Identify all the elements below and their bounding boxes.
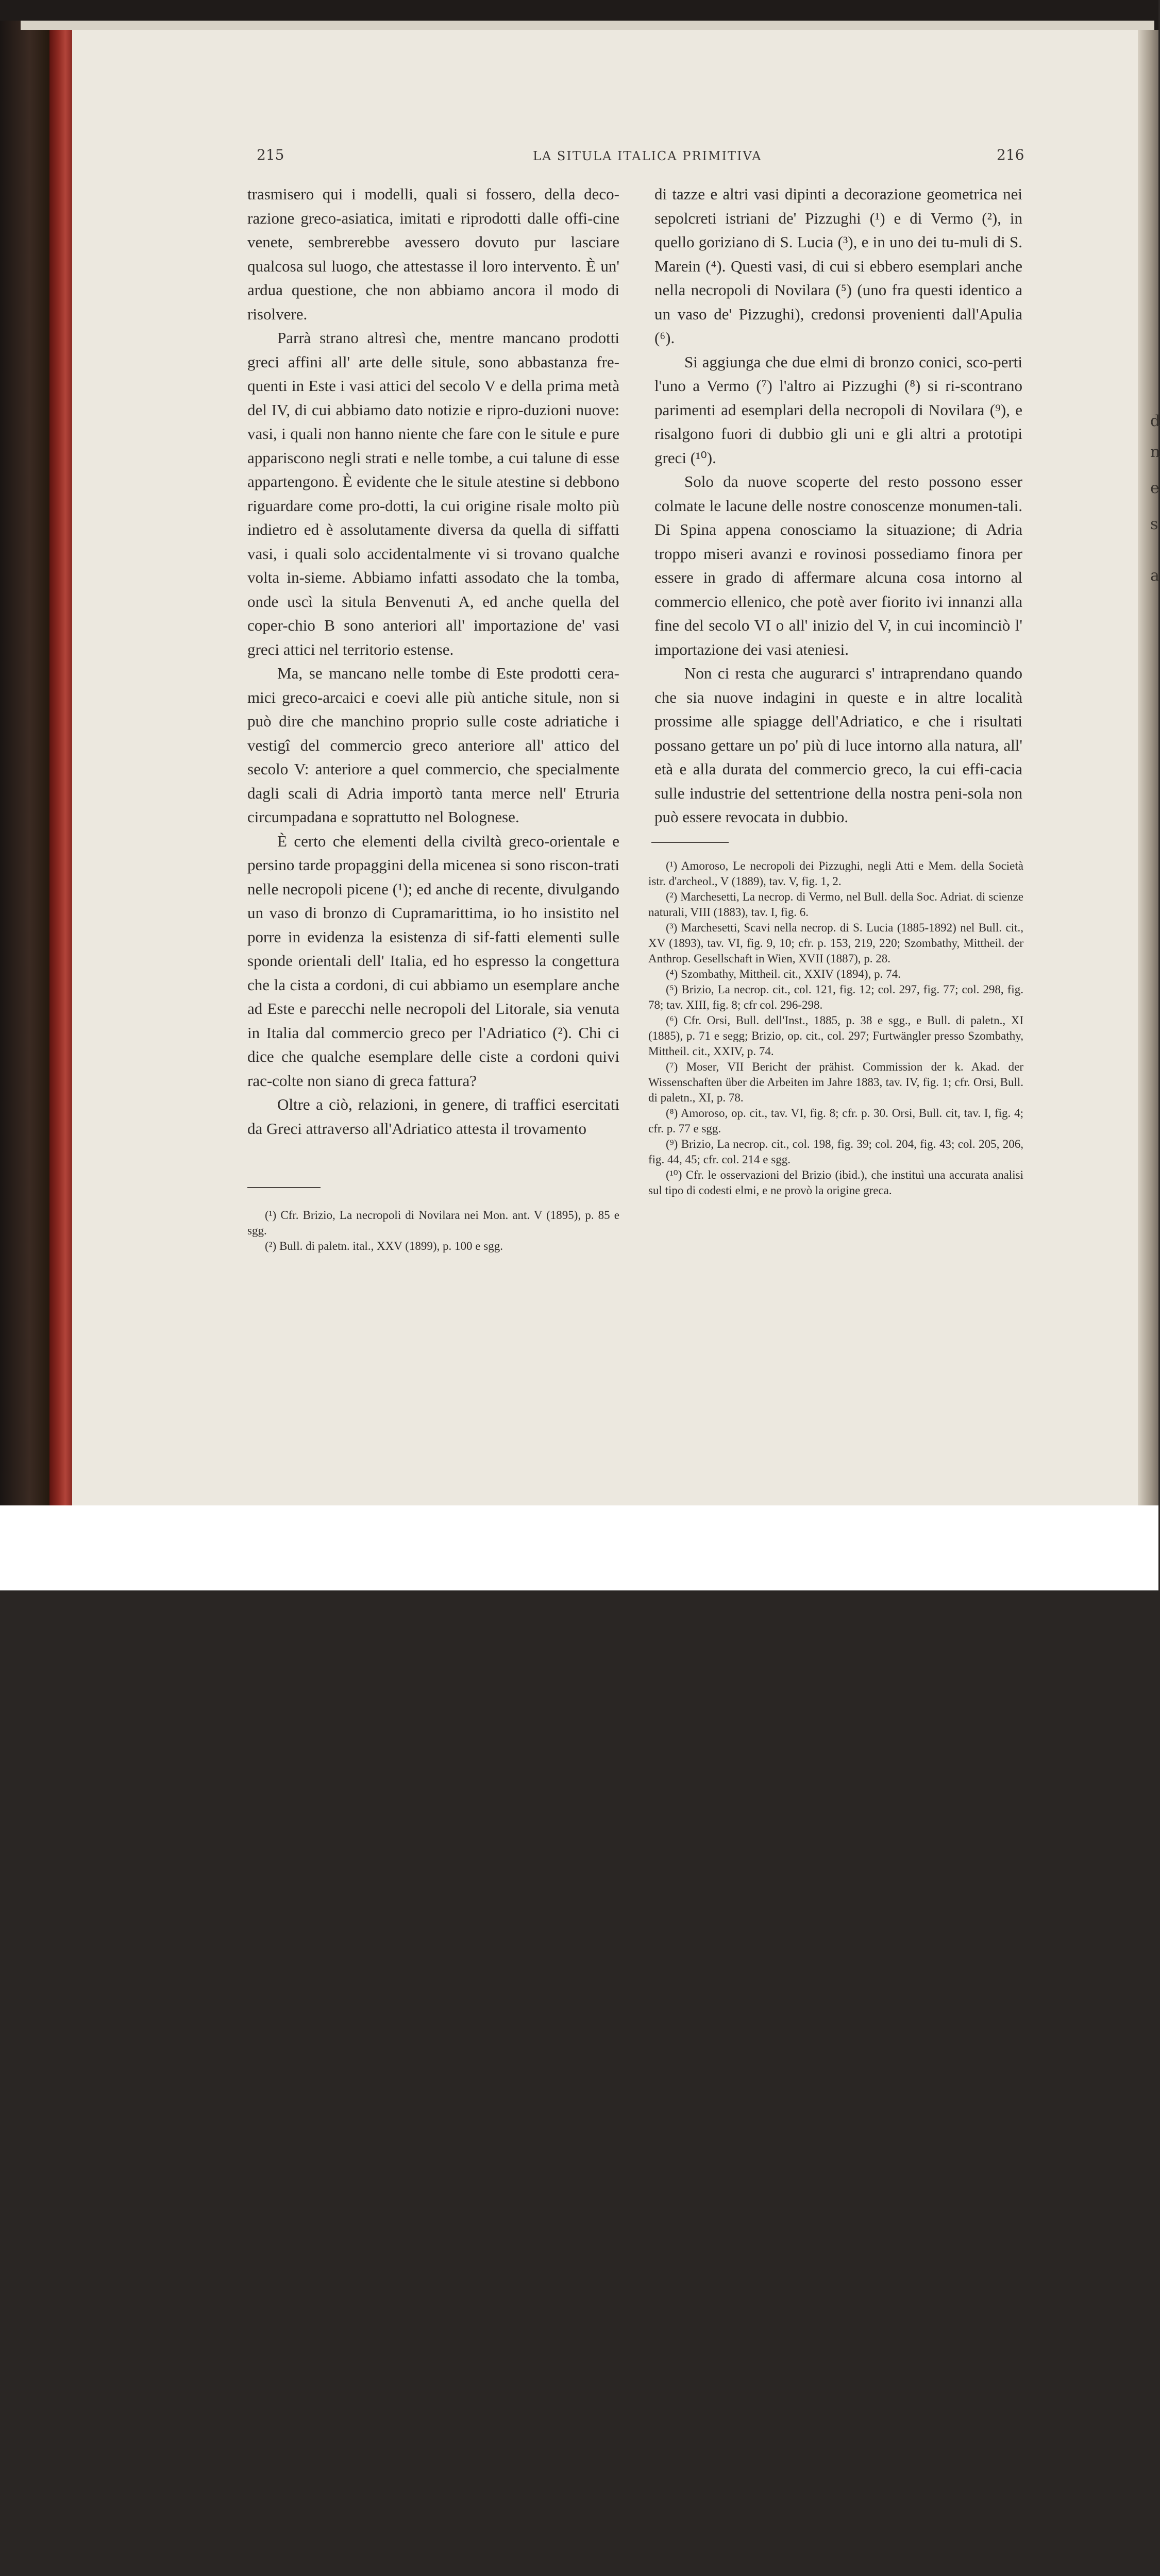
paragraph: È certo che elementi della civiltà greco-orientale e persino tarde propaggini della micenea si sono riscon-trati nelle necropoli picene (¹); ed anche di recente, divulgando un vaso di bronzo di Cupramarittima, io ho insistito nel porre in evidenza la esistenza di sif-fatti elementi sulle sponde orientali dell' Italia, ed ho espresso la congettura che la cista a cordoni, di cui abbiamo un esemplare anche ad Este e parecchi nelle necropoli del Litorale, sia venuta in Italia dal commercio greco per l'Adriatico (²). Chi ci dice che qualche esemplare delle ciste a cordoni quivi rac-colte non siano di greca fattura? — [247, 832, 619, 1090]
viewer-footer — [0, 1505, 1158, 1590]
footnote: (³) Marchesetti, Scavi nella necrop. di S. Lucia (1885-1892) nel Bull. cit., XV (1893), tav. VI, fig. 9, 10; cfr. p. 153, 219, 220; Szombathy, Mittheil. der Anthrop. Gesellschaft in Wien, XVII (1887), p. 28. — [648, 921, 1023, 965]
footnote: (⁴) Szombathy, Mittheil. cit., XXIV (1894), p. 74. — [666, 968, 901, 980]
page-top-edge — [21, 21, 1154, 30]
page-number-right: 216 — [997, 146, 1024, 163]
left-footnotes — [247, 1208, 619, 1254]
margin-fragment: s — [1150, 515, 1158, 533]
paragraph: Non ci resta che augurarci s' intraprendano quando che sia nuove indagini in queste e in altre località prossime alle spiagge dell'Adriatico, e che i risultati possano gettare un po' più di luce intorno alla natura, all' età e alla durata del commercio greco, la cui effi-cacia sulle industrie del settentrione della nostra peni-sola non può essere revocata in dubbio. — [654, 664, 1022, 826]
right-footnotes — [648, 858, 1023, 1198]
margin-fragment: d — [1150, 412, 1160, 430]
footnote: (¹) Amoroso, Le necropoli dei Pizzughi, negli Atti e Mem. della Società istr. d'archeol., V (1889), tav. V, fig. 1, 2. — [648, 859, 1023, 888]
footnote: (⁵) Brizio, La necrop. cit., col. 121, fig. 12; col. 297, fig. 77; col. 298, fig. 78; tav. XIII, fig. 8; cfr col. 296-298. — [648, 983, 1023, 1011]
paragraph: trasmisero qui i modelli, quali si fossero, della deco-razione greco-asiatica, imitati e riprodotti dalle offi-cine venete, sembrerebbe avessero dovuto pur lasciare qualcosa sul luogo, che attestasse il loro intervento. È un' ardua questione, che non abbiamo ancora il modo di risolvere. — [247, 185, 619, 323]
footnote: (²) Marchesetti, La necrop. di Vermo, nel Bull. della Soc. Adriat. di scienze naturali, VIII (1883), tav. I, fig. 6. — [648, 890, 1023, 919]
book-spine-edge — [49, 30, 72, 1505]
footnote: (¹⁰) Cfr. le osservazioni del Brizio (ibid.), che instituì una accurata analisi sul tipo di codesti elmi, e ne provò la origine greca. — [648, 1168, 1023, 1197]
book-binding — [0, 21, 49, 1505]
footnote-rule — [247, 1187, 321, 1188]
footnote: (⁸) Amoroso, op. cit., tav. VI, fig. 8; cfr. p. 30. Orsi, Bull. cit, tav. I, fig. 4; cfr. p. 77 e sgg. — [648, 1107, 1023, 1135]
margin-fragment: e — [1150, 479, 1159, 497]
footnote: (⁶) Cfr. Orsi, Bull. dell'Inst., 1885, p. 38 e sgg., e Bull. di paletn., XI (1885), p. 71 e segg; Brizio, op. cit., col. 297; Furtwängler presso Szombathy, Mittheil. cit., XXIV, p. 74. — [648, 1014, 1023, 1058]
paragraph: Si aggiunga che due elmi di bronzo conici, sco-perti l'uno a Vermo (⁷) l'altro ai Pizzughi (⁸) si ri-scontrano parimenti ad esemplari della necropoli di Novilara (⁹), e risalgono fuori di dubbio gli uni e gli altri a prototipi greci (¹⁰). — [654, 352, 1022, 467]
facing-page-edge — [1138, 30, 1158, 1505]
footnote: (²) Bull. di paletn. ital., XXV (1899), p. 100 e sgg. — [265, 1240, 503, 1252]
footnote-rule — [651, 842, 729, 843]
page-number-left: 215 — [257, 146, 284, 163]
paragraph: Oltre a ciò, relazioni, in genere, di traffici esercitati da Greci attraverso all'Adriatico attesta il trovamento — [247, 1095, 619, 1138]
paragraph: Ma, se mancano nelle tombe di Este prodotti cera-mici greco-arcaici e coevi alle più antiche situle, non si può dire che manchino proprio sulle coste adriatiche i vestigî del commercio greco anteriore all' attico del secolo V: anteriore a quel commercio, che specialmente dagli scali di Adria importò tanta merce nell' Etruria circumpadana e soprattutto nel Bolognese. — [247, 664, 619, 826]
paragraph: Solo da nuove scoperte del resto possono esser colmate le lacune delle nostre conoscenze monumen-tali. Di Spina appena conosciamo la situazione; di Adria troppo miseri avanzi e rovinosi possediamo finora per essere in grado di affermare alcuna cosa intorno al commercio ellenico, che potè aver fiorito ivi innanzi alla fine del secolo VI o all' inizio del V, in cui incominciò l' importazione dei vasi ateniesi. — [654, 472, 1022, 658]
paragraph: Parrà strano altresì che, mentre mancano prodotti greci affini all' arte delle situle, sono abbastanza fre-quenti in Este i vasi attici del secolo V e della prima metà del IV, di cui abbiamo dato notizie e ripro-duzioni nuove: vasi, i quali non hanno niente che fare con le situle e pure appariscono negli strati e nelle tombe, a cui talune di esse appartengono. È evidente che le situle atestine si debbono riguardare come pro-dotti, la cui origine risale molto più indietro ed è assolutamente diversa da quella di siffatti vasi, i quali solo accidentalmente vi si trovano qualche volta in-sieme. Abbiamo infatti assodato che la tomba, onde uscì la situla Benvenuti A, ed anche quella del coper-chio B sono anteriori all' importazione de' vasi greci attici nel territorio estense. — [247, 329, 619, 658]
paragraph: di tazze e altri vasi dipinti a decorazione geometrica nei sepolcreti istriani de' Pizzughi (¹) e di Vermo (²), in quello goriziano di S. Lucia (³), e in uno dei tu-muli di S. Marein (⁴). Questi vasi, di cui si ebbero esemplari anche nella necropoli di Novilara (⁵) (uno fra questi identico a un vaso de' Pizzughi), credonsi provenienti dall'Apulia (⁶). — [654, 185, 1022, 347]
footnote: (¹) Cfr. Brizio, La necropoli di Novilara nei Mon. ant. V (1895), p. 85 e sgg. — [247, 1209, 619, 1237]
right-column — [654, 182, 1022, 829]
left-column — [247, 182, 619, 1141]
running-title: LA SITULA ITALICA PRIMITIVA — [533, 149, 762, 163]
footnote: (⁷) Moser, VII Bericht der prähist. Commission der k. Akad. der Wissenschaften über die Arbeiten im Jahre 1883, tav. IV, fig. 1; cfr. Orsi, Bull. di paletn., XI, p. 78. — [648, 1060, 1023, 1104]
margin-fragment: a — [1150, 567, 1159, 585]
margin-fragment: n — [1150, 443, 1160, 461]
footnote: (⁹) Brizio, La necrop. cit., col. 198, fig. 39; col. 204, fig. 43; col. 205, 206, fig. 44, 45; cfr. col. 214 e sgg. — [648, 1138, 1023, 1166]
